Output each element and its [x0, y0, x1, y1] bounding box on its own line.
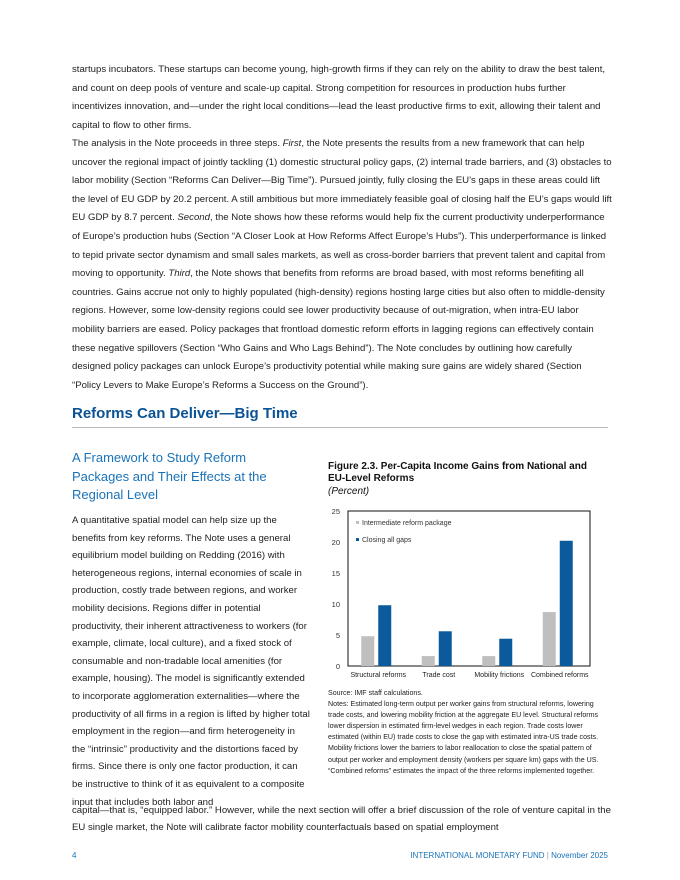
bar	[560, 541, 573, 666]
figure-title: Figure 2.3. Per-Capita Income Gains from National and EU-Level Reforms	[328, 461, 587, 484]
model-paragraph-continued: capital—that is, “equipped labor.” However, while the next section will offer a brief discussion of the role of venture capital in the EU single market, the Note will calibrate factor mobility counterfactuals based on spatial employment	[72, 805, 611, 834]
y-tick-label: 20	[331, 538, 340, 547]
divider	[72, 427, 608, 428]
x-tick-label: Combined reforms	[530, 672, 589, 679]
footer-org: INTERNATIONAL MONETARY FUND	[410, 851, 545, 860]
x-tick-label: Trade cost	[422, 672, 456, 679]
y-tick-label: 25	[331, 507, 340, 516]
bar	[482, 656, 495, 666]
figure-notes-text: Notes: Estimated long-term output per worker gains from structural reforms, lowering trade costs, and lowering mobility friction at the aggregate EU level. Structural reforms lower dispersion in estimated firm-level wedges in each region. Trade costs lower estimated (within EU) trade costs to close the gap with estimated intra-US trade costs. Mobility frictions lower the barriers to labor reallocation to close the spatial pattern of output per worker and employment density (workers per square km) gaps with the US. “Combined reforms” estimates the impact of the three reforms implemented together.	[328, 700, 599, 775]
page-footer	[72, 851, 608, 860]
legend-label: Closing all gaps	[362, 537, 412, 544]
bar	[361, 636, 374, 666]
emphasis: First	[282, 138, 302, 149]
intro-paragraph: startups incubators. These startups can become young, high-growth firms if they can rely on the ability to draw the best talent, and count on deep pools of venture and scale-up capital. Strong competition for resources in production hubs further incentivizes innovation, and—under the right local conditions—lead the least productive firms to exit, allowing their talent and capital to flow to other firms.	[72, 64, 606, 131]
figure-notes	[328, 688, 608, 777]
bar	[422, 656, 435, 666]
bar	[499, 639, 512, 666]
text: , the Note shows that benefits from reforms are broad based, with most reforms benefiting all countries. Gains accrue not only to highly populated (high-density) regions hosting large cities but also often to middle-density regions. However, some low-density regions could see lower productivity because of out-migration, when intra-EU labor mobility barriers are eased. Policy packages that frontload domestic reform efforts in lagging regions can effectively contain these negative spillovers (Section “Who Gains and Who Lags Behind”). The Note concludes by outlining how carefully designed policy packages can unlock Europe’s productivity potential while making sure gains are widely shared (Section “Policy Levers to Make Europe’s Reforms a Success on the Ground”).	[72, 268, 605, 391]
emphasis: Third	[168, 268, 191, 280]
legend-swatch	[356, 521, 359, 524]
x-tick-label: Mobility frictions	[474, 672, 525, 679]
y-tick-label: 5	[335, 631, 340, 640]
footer-separator: |	[544, 851, 552, 860]
analysis-paragraph	[72, 135, 612, 395]
section-heading: Reforms Can Deliver—Big Time	[72, 405, 298, 422]
bar	[543, 612, 556, 666]
y-tick-label: 10	[331, 600, 340, 609]
bar-chart	[326, 504, 606, 684]
text: , the Note presents the results from a new framework that can help uncover the regional impact of jointly tackling (1) domestic structural policy gaps, (2) internal trade barriers, and (3) obstacles to labor mobility (Section “Reforms Can Deliver—Big Time”). Pursued jointly, fully closing the EU’s gaps in these areas could lift the level of EU GDP by 20.2 percent. A still ambitious but more immediately feasible goal of closing half the EU’s gaps would lift EU GDP by 8.7 percent.	[72, 138, 612, 224]
x-tick-label: Structural reforms	[350, 672, 407, 679]
footer-date: November 2025	[551, 851, 608, 860]
y-tick-label: 15	[331, 569, 340, 578]
model-paragraph: A quantitative spatial model can help size up the benefits from key reforms. The Note uses a general equilibrium model building on Redding (2016) with heterogeneous regions, internal economies of scale in production, costly trade between regions, and worker mobility decisions. Regions differ in potential productivity, their inherent attractiveness to workers (for example, climate, local culture), and a fixed stock of consumable and non-tradable local amenities (for example, housing). The model is significantly extended to incorporate agglomeration externalities—where the productivity of all firms in a region is lifted by higher total employment in the region—and firm heterogeneity in the “intrinsic” productivity and the distortions faced by firms. Since there is only one factor production, it can be instructive to think of it as equivalent to a composite input that includes both labor and	[72, 515, 310, 808]
y-tick-label: 0	[335, 662, 340, 671]
bar	[378, 605, 391, 666]
emphasis: Second	[177, 212, 210, 224]
figure-source: Source: IMF staff calculations.	[328, 689, 423, 697]
bar	[439, 631, 452, 666]
figure-unit: (Percent)	[328, 486, 370, 497]
subsection-heading: A Framework to Study Reform Packages and Their Effects at the Regional Level	[72, 450, 267, 502]
text: , the Note shows how these reforms would help fix the current productivity underperformance of Europe’s production hubs (Section “A Closer Look at How Reforms Affect Europe’s Hubs”). This underperformance is linked to tepid private sector dynamism and small sales markets, as well as cross-border barriers that prevent talent and capital from moving to opportunity.	[72, 212, 607, 280]
text: The analysis in the Note proceeds in three steps.	[72, 138, 283, 149]
legend-swatch	[356, 538, 359, 541]
legend-label: Intermediate reform package	[362, 520, 452, 527]
page-number: 4	[72, 851, 77, 860]
